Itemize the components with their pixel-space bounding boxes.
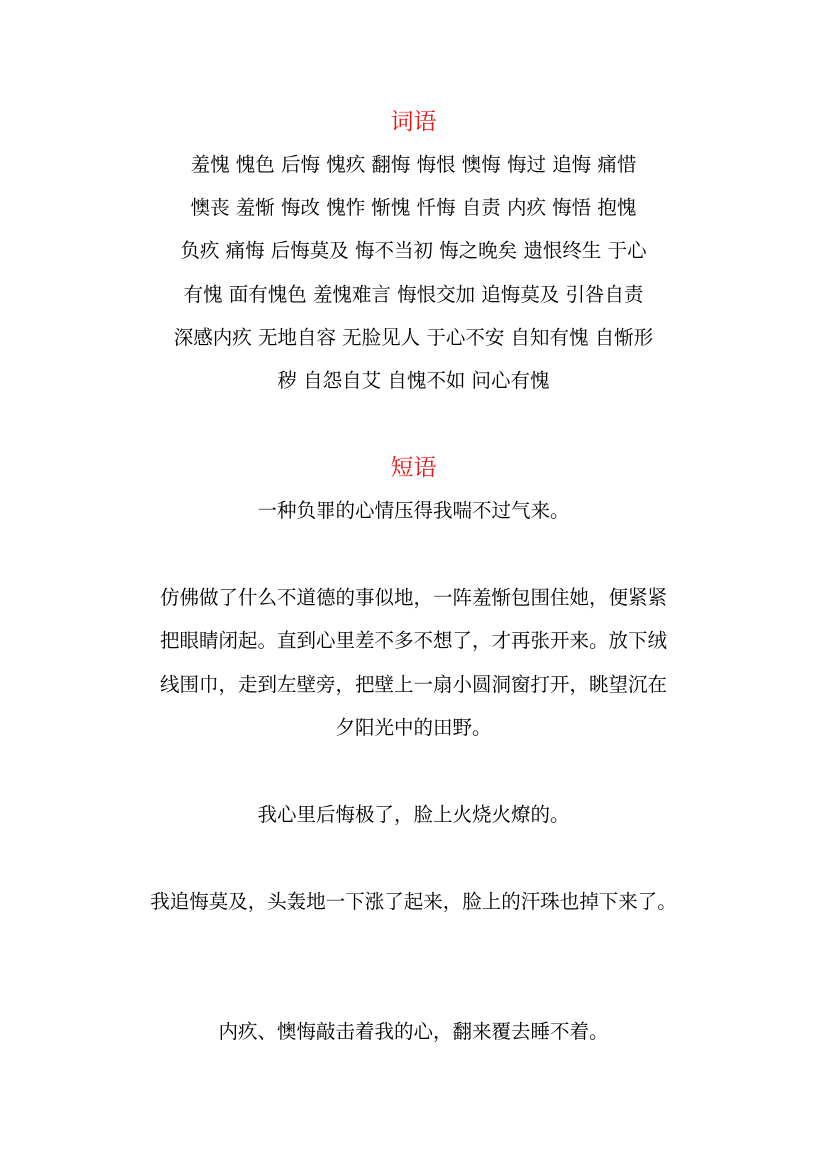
word-line-5: 深感内疚 无地自容 无脸见人 于心不安 自知有愧 自惭形 [173,326,654,349]
phrase-paragraph-2-line-3: 线围巾，走到左壁旁，把壁上一扇小圆洞窗打开，眺望沉在 [159,673,667,696]
phrase-paragraph-2-line-2: 把眼睛闭起。直到心里差不多不想了，才再张开来。放下绒 [159,629,667,652]
phrase-paragraph-2-line-1: 仿佛做了什么不道德的事似地，一阵羞惭包围住她，便紧紧 [159,586,667,609]
word-line-6: 秽 自怨自艾 自愧不如 问心有愧 [277,369,550,392]
word-line-2: 懊丧 羞惭 悔改 愧怍 惭愧 忏悔 自责 内疚 悔悟 抱愧 [190,196,637,219]
words-heading: 词语 [390,109,437,135]
phrase-paragraph-3: 我心里后悔极了，脸上火烧火燎的。 [257,803,570,826]
word-line-4: 有愧 面有愧色 羞愧难言 悔恨交加 追悔莫及 引咎自责 [183,283,644,306]
phrases-heading: 短语 [390,455,437,481]
phrase-paragraph-5: 内疚、懊悔敲击着我的心，翻来覆去睡不着。 [218,1020,609,1043]
phrase-paragraph-4: 我追悔莫及，头轰地一下涨了起来，脸上的汗珠也掉下来了。 [150,890,677,913]
phrase-paragraph-2-line-4: 夕阳光中的田野。 [335,716,492,739]
phrase-paragraph-1: 一种负罪的心情压得我喘不过气来。 [257,499,570,522]
word-line-3: 负疚 痛悔 后悔莫及 悔不当初 悔之晚矣 遗恨终生 于心 [180,239,647,262]
word-line-1: 羞愧 愧色 后悔 愧疚 翻悔 悔恨 懊悔 悔过 追悔 痛惜 [190,153,637,176]
